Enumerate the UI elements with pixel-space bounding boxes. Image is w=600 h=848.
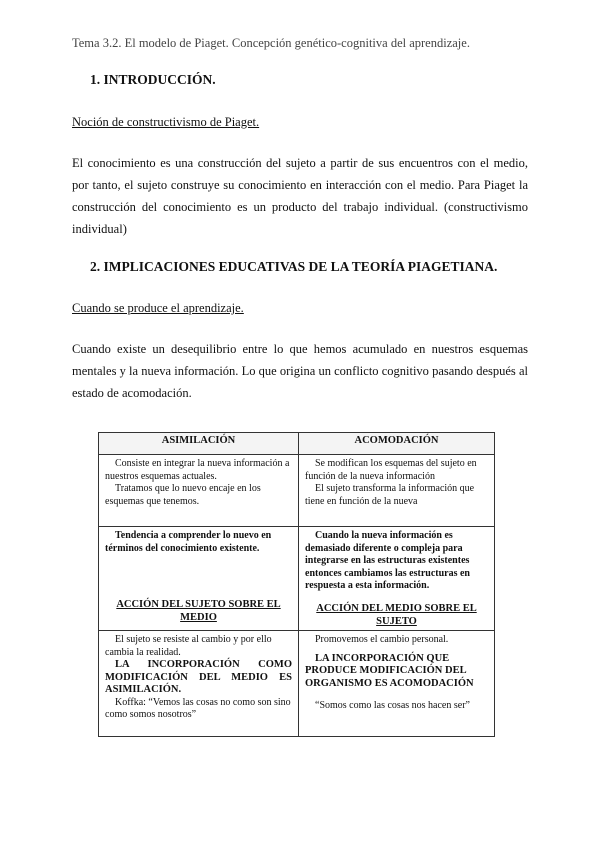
table-cell [299, 631, 495, 737]
table-cell [99, 631, 299, 737]
header-acomodacion: ACOMODACIÓN [299, 433, 495, 455]
cell-quote: “Somos como las cosas nos hacen ser” [315, 700, 470, 711]
cell-quote: Koffka: “Vemos las cosas no como son sino como somos nosotros” [105, 696, 291, 720]
header-asimilacion: ASIMILACIÓN [99, 433, 299, 455]
table-row [99, 527, 495, 631]
action-label: ACCIÓN DEL SUJETO SOBRE EL MEDIO [116, 599, 281, 623]
section-2-paragraph: Cuando existe un desequilibrio entre lo que hemos acumulado en nuestros esquemas mentales y la nueva información. Lo que origina un conflicto cognitivo pasando después al estado de acomodación. [72, 342, 528, 400]
cell-bold-text: Cuando la nueva información es demasiado diferente o compleja para integrarse en las estructuras existentes entonces cambiamos las estructuras en respuesta a esta información. [305, 530, 470, 591]
cell-text: Tratamos que lo nuevo encaje en los esquemas que tenemos. [105, 483, 261, 507]
table-cell [299, 455, 495, 527]
section-2-title: 2. IMPLICACIONES EDUCATIVAS DE LA TEORÍA PIAGETIANA. [90, 259, 498, 274]
action-label: ACCIÓN DEL MEDIO SOBRE EL SUJETO [316, 603, 477, 627]
cell-bold-text: LA INCORPORACIÓN QUE PRODUCE MODIFICACIÓN DEL ORGANISMO ES ACOMODACIÓN [305, 652, 474, 689]
cell-text: El sujeto transforma la información que tiene en función de la nueva [305, 483, 475, 507]
table-cell [99, 455, 299, 527]
table-cell [99, 527, 299, 631]
cell-text: Promovemos el cambio personal. [315, 634, 449, 645]
cell-text: Se modifican los esquemas del sujeto en función de la nueva información [305, 458, 477, 482]
table-row [99, 455, 495, 527]
comparison-table [98, 432, 495, 737]
cell-bold-text: Tendencia a comprender lo nuevo en términos del conocimiento existente. [105, 530, 272, 554]
table-header-row [99, 433, 495, 455]
cell-text: El sujeto se resiste al cambio y por ello cambia la realidad. [105, 634, 272, 658]
table-cell [299, 527, 495, 631]
cell-bold-text: LA INCORPORACIÓN COMO MODIFICACIÓN DEL MEDIO ES ASIMILACIÓN. [105, 659, 292, 695]
section-2-subtitle: Cuando se produce el aprendizaje. [72, 301, 244, 315]
cell-text: Consiste en integrar la nueva información a nuestros esquemas actuales. [105, 458, 290, 482]
section-1-title: 1. INTRODUCCIÓN. [90, 72, 216, 87]
section-1-subtitle: Noción de constructivismo de Piaget. [72, 115, 260, 129]
page-header: Tema 3.2. El modelo de Piaget. Concepción genético-cognitiva del aprendizaje. [72, 36, 470, 50]
section-1-paragraph: El conocimiento es una construcción del sujeto a partir de sus encuentros con el medio, por tanto, el sujeto construye su conocimiento en interacción con el medio. Para Piaget la construcción del conocimiento es un producto del trabajo individual. (constructivismo individual) [72, 156, 528, 236]
table-row [99, 631, 495, 737]
